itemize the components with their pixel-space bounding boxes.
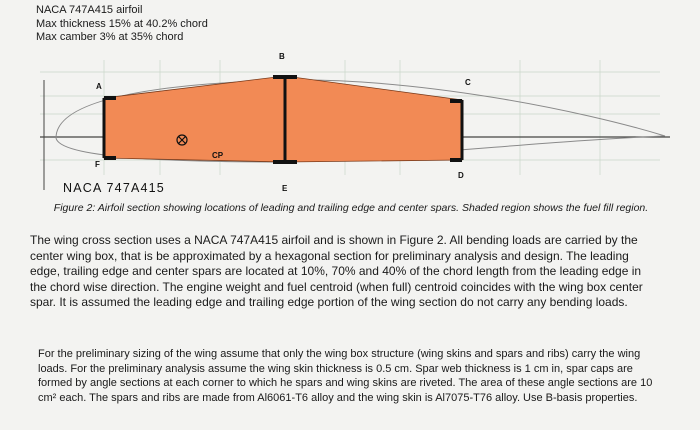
cp-label: CP [212,151,224,160]
airfoil-diagram [0,0,700,200]
point-label-d: D [458,171,464,180]
airfoil-figure [0,0,700,200]
airfoil-name-line: NACA 747A415 airfoil [36,4,143,16]
figure-caption: Figure 2: Airfoil section showing locations of leading and trailing edge and center spars. Shaded region shows the fuel fill region. [53,202,649,214]
point-label-c: C [465,78,471,87]
max-thickness-line: Max thickness 15% at 40.2% chord [36,17,208,30]
body-paragraph-1: The wing cross section uses a NACA 747A415 airfoil and is shown in Figure 2. All bending loads are carried by the center wing box, that is be approximated by a hexagonal section for preliminary analysis and design. The leading edge, trailing edge and center spars are located at 10%, 70% and 40% of the chord length from the leading edge in the chord wise direction. The engine weight and fuel centroid (when full) centroid coincides with the wing box center spar. It is assumed the leading edge and trailing edge portion of the wing section do not carry any bending loads. [30,233,643,310]
wing-box-fill [104,76,462,162]
body-paragraph-2: For the preliminary sizing of the wing assume that only the wing box structure (wing skins and spars and ribs) carry the wing loads. For the preliminary analysis assume the wing skin thickness is 0.5 cm. Spar web thickness is 1 cm in, spar caps are formed by angle sections at each corner to which he spars and wing skins are riveted. The area of these angle sections are 10 cm² each. The spars and ribs are made from Al6061-T6 alloy and the wing skin is Al7075-T76 alloy. Use B-basis properties. [38,348,653,404]
point-label-f: F [95,160,100,169]
airfoil-title: NACA 747A415 [63,181,165,195]
max-camber-line: Max camber 3% at 35% chord [36,31,184,43]
point-label-a: A [96,82,102,91]
point-label-e: E [282,184,288,193]
point-label-b: B [279,52,285,61]
